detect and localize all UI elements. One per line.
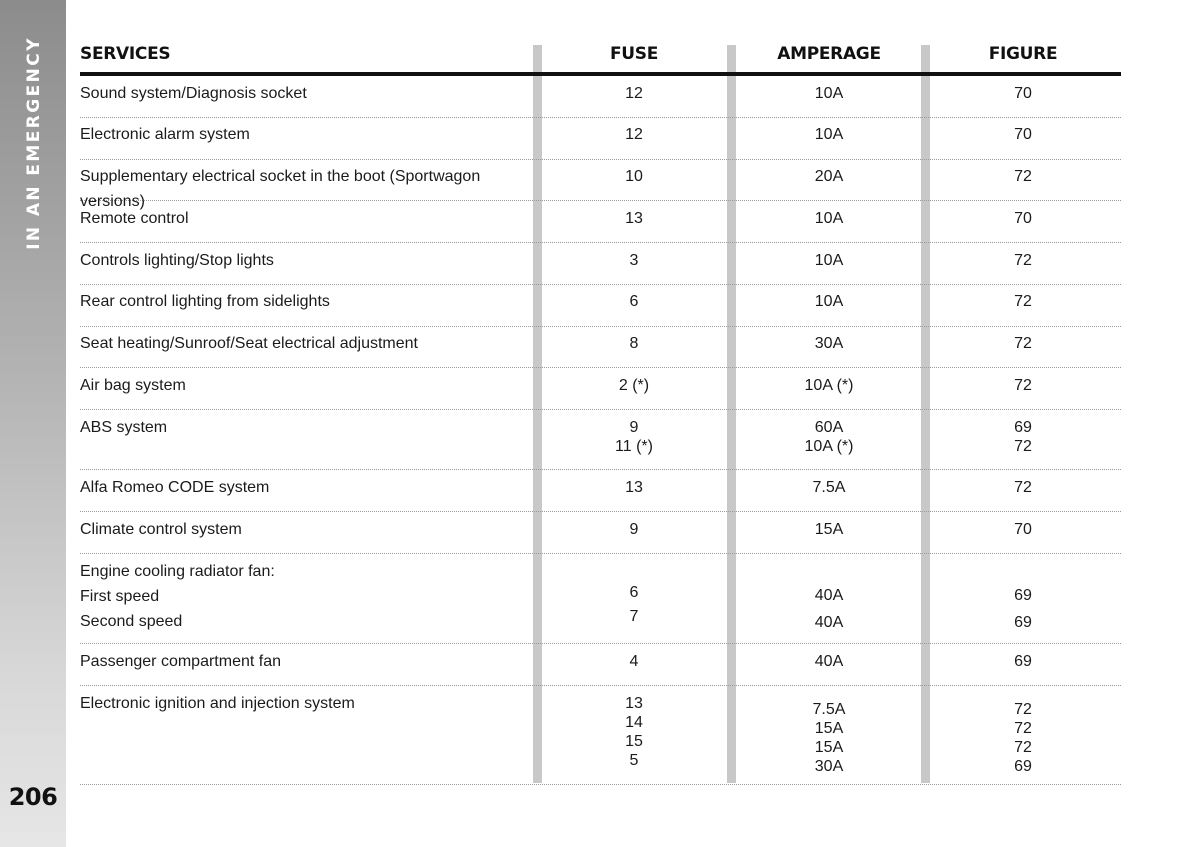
service-cell — [80, 559, 530, 634]
fuse-value: 9 — [629, 521, 639, 538]
fuse-value: 8 — [629, 335, 639, 352]
service-text: Second speed — [80, 613, 183, 630]
figure-cell — [963, 125, 1083, 144]
fuse-value: 2 (*) — [618, 377, 650, 394]
fuse-cell — [574, 334, 694, 353]
figure-cell — [963, 251, 1083, 270]
service-text: Controls lighting/Stop lights — [80, 252, 274, 269]
amperage-value: 60A — [814, 419, 844, 436]
table-row — [80, 693, 1121, 785]
amperage-value: 40A — [814, 653, 844, 670]
amperage-value: 10A — [814, 126, 844, 143]
amperage-value: 7.5A — [812, 479, 846, 496]
figure-cell — [963, 700, 1083, 776]
amperage-cell — [769, 582, 889, 636]
service-text: Sound system/Diagnosis socket — [80, 85, 307, 102]
fuse-value: 10 — [625, 168, 643, 185]
fuse-value: 12 — [625, 85, 643, 102]
fuse-value: 3 — [629, 252, 639, 269]
figure-value: 72 — [1014, 335, 1032, 352]
figure-value: 72 — [1014, 293, 1032, 310]
amperage-value: 10A (*) — [804, 377, 854, 394]
amperage-cell — [769, 334, 889, 353]
amperage-value: 15A — [814, 739, 844, 756]
service-cell — [80, 517, 530, 542]
service-text: First speed — [80, 588, 160, 605]
fuse-value: 5 — [629, 752, 639, 769]
header-amperage: AMPERAGE — [777, 44, 881, 64]
figure-value: 69 — [1014, 614, 1032, 631]
amperage-value: 10A — [814, 293, 844, 310]
figure-value: 70 — [1014, 521, 1032, 538]
service-text: Electronic alarm system — [80, 126, 250, 143]
fuse-value: 13 — [625, 479, 643, 496]
fuse-value: 9 — [629, 419, 639, 436]
amperage-value: 30A — [814, 335, 844, 352]
figure-value: 72 — [1014, 720, 1032, 737]
service-text: Passenger compartment fan — [80, 653, 281, 670]
fuse-cell — [574, 376, 694, 395]
amperage-cell — [769, 418, 889, 456]
service-text: Climate control system — [80, 521, 242, 538]
fuse-value: 11 (*) — [615, 438, 653, 455]
figure-value: 69 — [1014, 758, 1032, 775]
fuse-value: 7 — [629, 608, 639, 625]
amperage-value: 15A — [814, 720, 844, 737]
figure-cell — [963, 376, 1083, 395]
figure-value: 72 — [1014, 438, 1032, 455]
amperage-cell — [769, 251, 889, 270]
figure-value: 72 — [1014, 479, 1032, 496]
amperage-value: 10A (*) — [804, 438, 854, 455]
table-row — [80, 651, 1121, 686]
fuse-cell — [574, 292, 694, 311]
amperage-cell — [769, 478, 889, 497]
amperage-cell — [769, 167, 889, 186]
fuse-value: 4 — [629, 653, 639, 670]
service-cell — [80, 164, 530, 210]
table-row — [80, 477, 1121, 512]
amperage-cell — [769, 84, 889, 103]
service-text: Alfa Romeo CODE system — [80, 479, 270, 496]
amperage-cell — [769, 376, 889, 395]
fuse-cell — [574, 478, 694, 497]
page-number: 206 — [8, 783, 58, 811]
fuse-cell — [574, 418, 694, 456]
amperage-cell — [769, 700, 889, 776]
fuse-cell — [574, 209, 694, 228]
fuse-value: 12 — [625, 126, 643, 143]
fuse-value: 15 — [625, 733, 643, 750]
figure-cell — [963, 418, 1083, 456]
figure-cell — [963, 520, 1083, 539]
amperage-cell — [769, 652, 889, 671]
figure-value: 72 — [1014, 377, 1032, 394]
service-cell — [80, 373, 530, 398]
service-text: Rear control lighting from sidelights — [80, 293, 330, 310]
amperage-value: 40A — [814, 614, 844, 631]
amperage-value: 10A — [814, 252, 844, 269]
service-cell — [80, 289, 530, 314]
table-row — [80, 417, 1121, 470]
section-label: IN AN EMERGENCY — [24, 36, 44, 250]
fuse-cell — [574, 125, 694, 144]
service-cell — [80, 649, 530, 674]
amperage-value: 10A — [814, 210, 844, 227]
amperage-cell — [769, 209, 889, 228]
header-rule — [80, 72, 1121, 76]
figure-cell — [963, 292, 1083, 311]
table-row — [80, 333, 1121, 368]
figure-value: 70 — [1014, 210, 1032, 227]
amperage-value: 7.5A — [812, 701, 846, 718]
figure-value: 72 — [1014, 252, 1032, 269]
figure-value: 72 — [1014, 168, 1032, 185]
table-row — [80, 375, 1121, 410]
amperage-value: 20A — [814, 168, 844, 185]
amperage-value: 15A — [814, 521, 844, 538]
table-row — [80, 208, 1121, 243]
figure-cell — [963, 582, 1083, 636]
table-row — [80, 561, 1121, 644]
figure-cell — [963, 334, 1083, 353]
fuse-value: 6 — [629, 293, 639, 310]
fuse-cell — [574, 84, 694, 103]
figure-cell — [963, 209, 1083, 228]
fuse-value: 13 — [625, 695, 643, 712]
fuse-value: 13 — [625, 210, 643, 227]
fuse-cell — [574, 652, 694, 671]
side-tab — [0, 0, 66, 847]
amperage-value: 10A — [814, 85, 844, 102]
service-text: Remote control — [80, 210, 189, 227]
table-row — [80, 166, 1121, 210]
table-row — [80, 291, 1121, 327]
figure-cell — [963, 652, 1083, 671]
table-row — [80, 519, 1121, 554]
service-text: Engine cooling radiator fan: — [80, 563, 275, 580]
header-fuse: FUSE — [609, 44, 659, 64]
table-row — [80, 124, 1121, 160]
figure-cell — [963, 478, 1083, 497]
fuse-value: 14 — [625, 714, 643, 731]
table-row — [80, 83, 1121, 118]
amperage-cell — [769, 125, 889, 144]
service-text: ABS system — [80, 419, 168, 436]
service-cell — [80, 206, 530, 231]
service-cell — [80, 475, 530, 500]
figure-value: 70 — [1014, 126, 1032, 143]
fuse-cell — [574, 520, 694, 539]
service-text: Seat heating/Sunroof/Seat electrical adjustment — [80, 335, 418, 352]
figure-value: 69 — [1014, 653, 1032, 670]
service-text: Air bag system — [80, 377, 186, 394]
service-cell — [80, 415, 530, 440]
figure-cell — [963, 167, 1083, 186]
figure-value: 69 — [1014, 419, 1032, 436]
header-figure: FIGURE — [988, 44, 1058, 64]
service-cell — [80, 122, 530, 147]
fuse-cell — [574, 581, 694, 629]
fuse-cell — [574, 167, 694, 186]
service-cell — [80, 248, 530, 273]
header-services: SERVICES — [80, 44, 171, 64]
amperage-value: 40A — [814, 587, 844, 604]
figure-value: 70 — [1014, 85, 1032, 102]
fuse-cell — [574, 694, 694, 770]
table-row — [80, 250, 1121, 285]
service-cell — [80, 691, 530, 716]
fuse-cell — [574, 251, 694, 270]
amperage-value: 30A — [814, 758, 844, 775]
service-text: Electronic ignition and injection system — [80, 695, 355, 712]
service-text: Supplementary electrical socket in the boot (Sportwagon versions) — [80, 168, 481, 210]
figure-value: 72 — [1014, 701, 1032, 718]
amperage-cell — [769, 292, 889, 311]
figure-value: 69 — [1014, 587, 1032, 604]
service-cell — [80, 81, 530, 106]
amperage-cell — [769, 520, 889, 539]
figure-value: 72 — [1014, 739, 1032, 756]
figure-cell — [963, 84, 1083, 103]
service-cell — [80, 331, 530, 356]
fuse-value: 6 — [629, 584, 639, 601]
